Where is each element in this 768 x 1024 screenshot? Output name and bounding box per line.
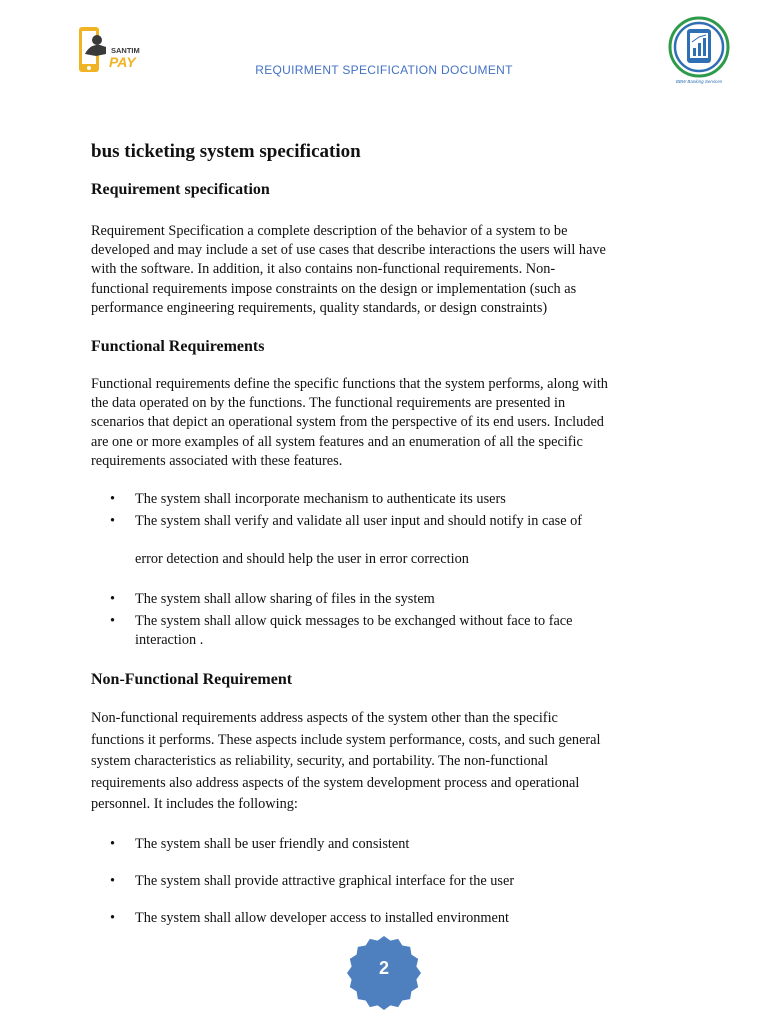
- para-line: with the software. In addition, it also contains non-functional requirements. Non-: [91, 261, 556, 278]
- para-line: requirements associated with these features.: [91, 452, 343, 469]
- para-line: functions it performs. These aspects include system performance, costs, and such general: [91, 731, 601, 748]
- para-line: are one or more examples of all system features and an enumeration of all the specific: [91, 433, 583, 450]
- para-line: the data operated on by the functions. The functional requirements are presented in: [91, 395, 566, 412]
- bullet-icon: •: [110, 591, 116, 607]
- paragraph-non-functional: [91, 708, 681, 816]
- list-item: [110, 512, 680, 531]
- bullet-text: The system shall allow quick messages to be exchanged without face to face interaction .: [135, 613, 573, 649]
- bullet-text: The system shall incorporate mechanism to authenticate its users: [135, 491, 506, 507]
- bullet-icon: •: [110, 613, 116, 630]
- heading-requirement-specification: Requirement specification: [91, 181, 270, 198]
- para-line: scenarios that depict an operational system from the perspective of its end users. Included: [91, 414, 604, 431]
- bullet-text: The system shall verify and validate all user input and should notify in case of: [135, 513, 583, 530]
- functional-bullets-a: [110, 490, 680, 531]
- para-line: Functional requirements define the specific functions that the system performs, along with: [91, 376, 608, 392]
- page-number: 2: [378, 958, 389, 978]
- bullet-icon: •: [110, 910, 116, 927]
- bullet-text: The system shall be user friendly and consistent: [135, 836, 410, 852]
- list-item: [110, 490, 680, 509]
- bullet-continuation: error detection and should help the user in error correction: [135, 551, 469, 567]
- bullet-text: The system shall provide attractive graphical interface for the user: [135, 873, 515, 890]
- para-line: personnel. It includes the following:: [91, 796, 298, 812]
- para-line: developed and may include a set of use cases that describe interactions the users will have: [91, 242, 606, 259]
- para-line: Requirement Specification a complete description of the behavior of a system to be: [91, 223, 568, 239]
- tablet-chart-seal-icon: [665, 16, 733, 86]
- para-line: performance engineering requirements, quality standards, or design constraints): [91, 299, 548, 316]
- list-item: [110, 909, 680, 928]
- para-line: requirements also address aspects of the system development process and operational: [91, 774, 580, 791]
- seal-caption: BBW Banking Services: [675, 79, 723, 84]
- bullet-icon: •: [110, 836, 116, 852]
- bullet-text: The system shall allow developer access to installed environment: [135, 910, 509, 927]
- bullet-icon: •: [110, 491, 116, 507]
- list-item: [110, 612, 680, 650]
- para-line: system characteristics as reliability, security, and portability. The non-functional: [91, 753, 549, 769]
- list-item: [110, 835, 680, 854]
- bullet-icon: •: [110, 513, 116, 530]
- header-title: REQUIRMENT SPECIFICATION DOCUMENT: [255, 63, 513, 77]
- para-line: Non-functional requirements address aspects of the system other than the specific: [91, 710, 558, 726]
- para-line: functional requirements impose constraints on the design or implementation (such as: [91, 280, 577, 297]
- list-item: [110, 872, 680, 891]
- heading-functional-requirements: Functional Requirements: [91, 338, 265, 355]
- paragraph-functional: [91, 375, 681, 471]
- document-title: bus ticketing system specification: [91, 141, 361, 162]
- list-item: [110, 590, 680, 609]
- non-functional-bullets: [110, 835, 680, 929]
- logo-line1: SANTIM: [111, 46, 140, 55]
- bullet-icon: •: [110, 873, 116, 890]
- functional-bullets-b: [110, 590, 680, 651]
- heading-non-functional-requirement: Non-Functional Requirement: [91, 671, 293, 688]
- paragraph-requirement-specification: [91, 222, 681, 318]
- logo-line2: PAY: [109, 54, 136, 70]
- bullet-text: The system shall allow sharing of files in the system: [135, 591, 435, 607]
